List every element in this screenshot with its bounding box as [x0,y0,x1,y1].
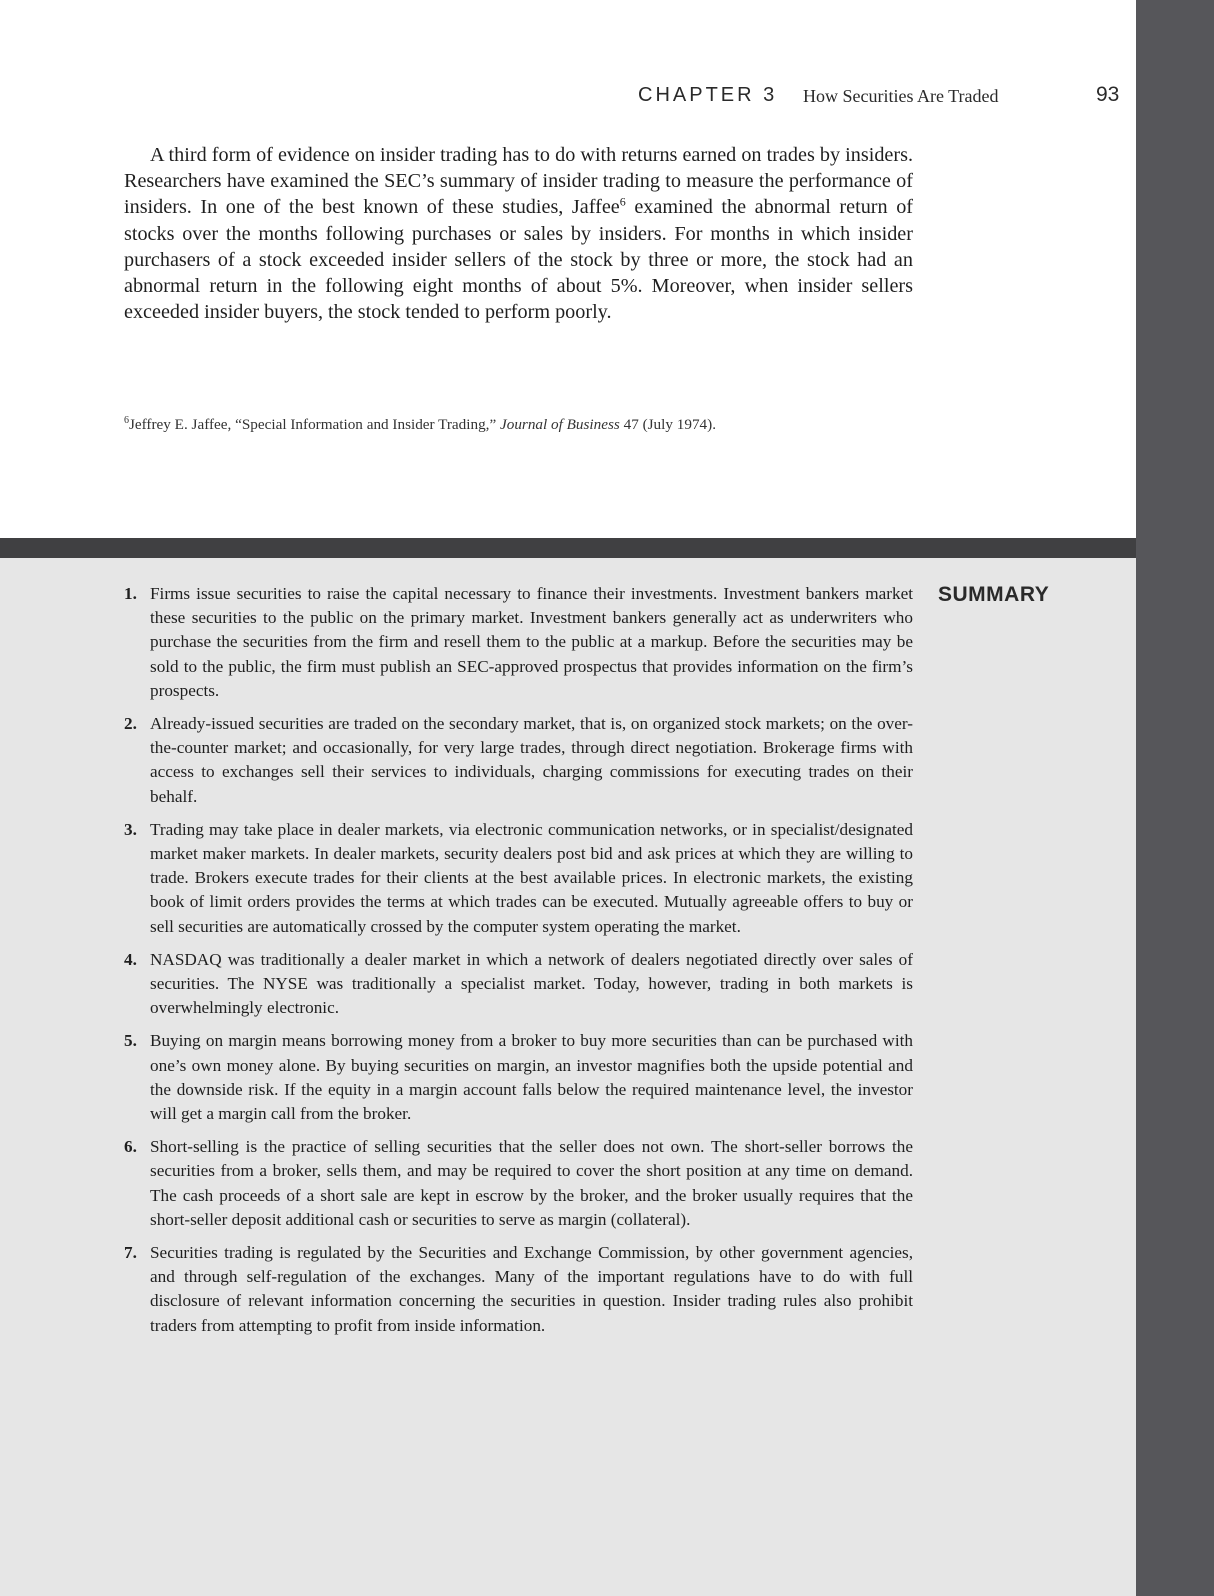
body-paragraph-part1: A third form of evidence on insider trading has to do with returns earned on trades by insiders. Researchers have examined the SEC’s summary of insider trading to measure the performance of insiders. In one of the best known of these studies, Jaffee [124,144,913,219]
page-number: 93 [1096,83,1120,106]
summary-item [124,1135,913,1232]
summary-heading: SUMMARY [938,583,1050,606]
footnote-mark: 6 [124,414,129,426]
summary-item-number: 5. [124,1031,137,1051]
summary-divider [0,538,1136,558]
running-header [0,82,1136,112]
summary-item-number: 4. [124,949,137,969]
footnote-text-after: 47 (July 1974). [619,416,716,433]
summary-item [124,1241,913,1338]
summary-item-text: NASDAQ was traditionally a dealer market in which a network of dealers negotiated directly over sales of securities. The NYSE was traditionally a specialist market. Today, however, trading in both markets is overwhelmingly electronic. [150,949,913,1018]
summary-item-text: Short-selling is the practice of selling securities that the seller does not own. The short-seller borrows the securities from a broker, sells them, and may be required to cover the short position at any time on demand. The cash proceeds of a short sale are kept in escrow by the broker, and the broker usually requires that the short-seller deposit additional cash or securities to serve as margin (collateral). [150,1137,913,1229]
summary-item-number: 6. [124,1137,137,1157]
footnote-text-before: Jeffrey E. Jaffee, “Special Information and Insider Trading,” [129,416,500,433]
page-edge-bar [1136,0,1214,1596]
summary-item [124,712,913,809]
summary-item [124,1029,913,1126]
body-paragraph-part2: examined the abnormal return of stocks over the months following purchases or sales by insiders. For months in which insider purchasers of a stock exceeded insider sellers of the stock by three or more, the stock had an abnormal return in the following eight months of about 5%. Moreover, when insider sellers exceeded insider buyers, the stock tended to perform poorly. [124,196,914,324]
summary-item-number: 7. [124,1243,137,1263]
summary-item-number: 3. [124,819,137,839]
body-paragraph [124,142,913,325]
summary-item [124,948,913,1021]
chapter-label: CHAPTER 3 [638,84,778,106]
summary-item-number: 1. [124,584,137,603]
summary-item-text: Firms issue securities to raise the capital necessary to finance their investments. Investment bankers market these securities to the public on the primary market. Investment bankers generally act as underwriters who purchase the securities from the firm and resell them to the public at a markup. Before the securities may be sold to the public, the firm must publish an SEC-approved prospectus that provides information on the firm’s prospects. [150,584,913,700]
footnote [124,415,913,435]
summary-item [124,582,913,703]
footnote-journal: Journal of Business [500,416,620,433]
chapter-title: How Securities Are Traded [803,86,999,106]
summary-item-text: Trading may take place in dealer markets, via electronic communication networks, or in specialist/designated market maker markets. In dealer markets, security dealers post bid and ask prices at which they are willing to trade. Brokers execute trades for their clients at the best available prices. In electronic markets, the existing book of limit orders provides the terms at which trades can be executed. Mutually agreeable offers to buy or sell securities are automatically crossed by the computer system operating the market. [150,819,913,936]
summary-item-text: Already-issued securities are traded on the secondary market, that is, on organized stock markets; on the over-the-counter market; and occasionally, for very large trades, through direct negotiation. Brokerage firms with access to exchanges sell their services to individuals, charging commissions for executing trades on their behalf. [150,714,913,806]
summary-item-number: 2. [124,714,137,734]
footnote-reference: 6 [619,194,626,209]
summary-item [124,818,913,939]
summary-item-text: Securities trading is regulated by the Securities and Exchange Commission, by other government agencies, and through self-regulation of the exchanges. Many of the important regulations have to do with full disclosure of relevant information concerning the securities in question. Insider trading rules also prohibit traders from attempting to profit from inside information. [150,1243,913,1335]
summary-list [124,582,913,1347]
summary-item-text: Buying on margin means borrowing money from a broker to buy more securities than can be purchased with one’s own money alone. By buying securities on margin, an investor magnifies both the upside potential and the downside risk. If the equity in a margin account falls below the required maintenance level, the investor will get a margin call from the broker. [150,1031,913,1124]
